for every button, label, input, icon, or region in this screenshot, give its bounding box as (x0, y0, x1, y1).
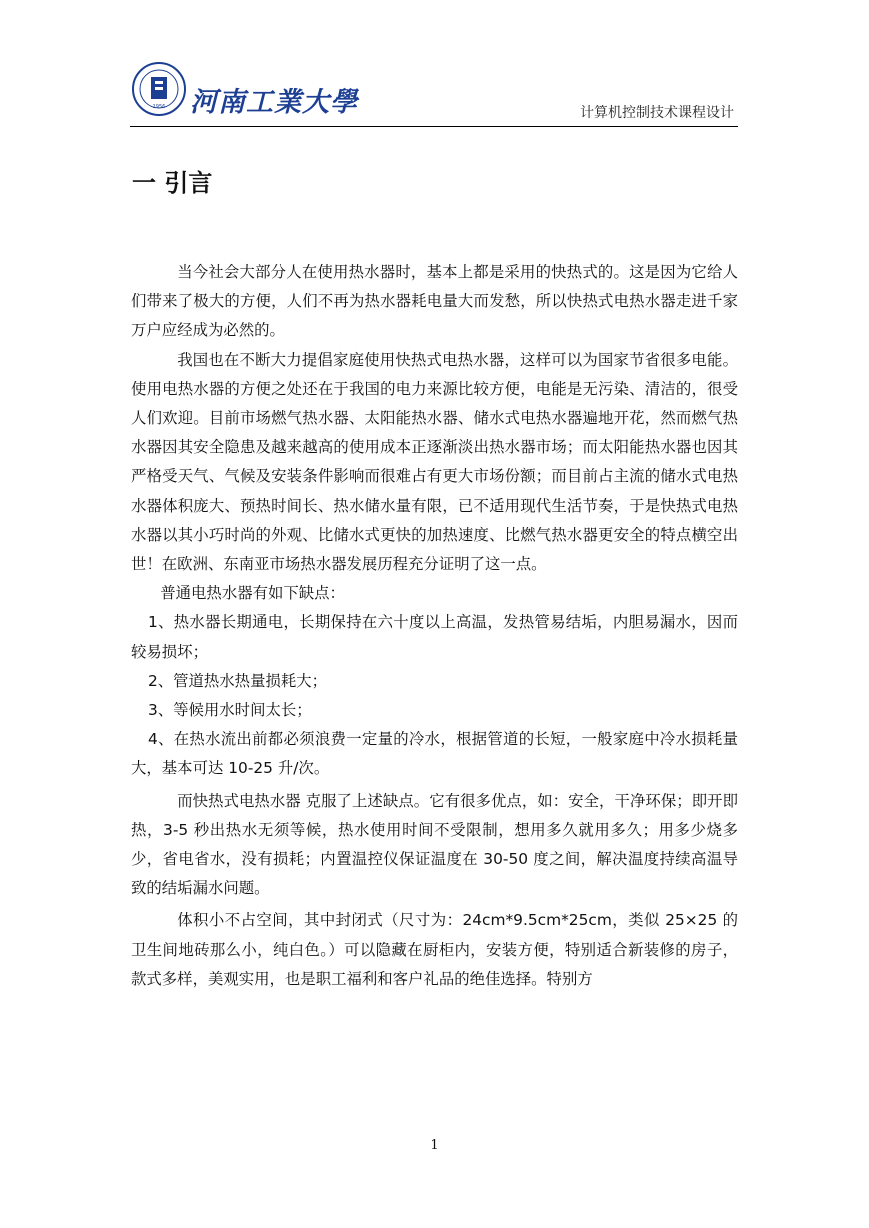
list-item: 4、在热水流出前都必须浪费一定量的冷水，根据管道的长短，一般家庭中冷水损耗量大，基本可达 10-25 升/次。 (131, 730, 738, 778)
section-heading: 一 引言 (132, 169, 213, 197)
university-seal-icon (132, 62, 186, 116)
paragraph: 而快热式电热水器 克服了上述缺点。它有很多优点，如：安全，干净环保；即开即热，3-5 秒出热水无须等候，热水使用时间不受限制，想用多久就用多久；用多少烧多少，省电省水，没有损耗；内置温控仪保证温度在 30-50 度之间，解决温度持续高温导致的结垢漏水问题。 (131, 791, 738, 898)
university-logo-text: 河南工業大學 (190, 87, 358, 118)
paragraph: 体积小不占空间，其中封闭式（尺寸为：24cm*9.5cm*25cm，类似 25×25 的卫生间地砖那么小，纯白色。）可以隐藏在厨柜内，安装方便，特别适合新装修的房子，款式多样，美观实用，也是职工福利和客户礼品的绝佳选择。特别方 (131, 911, 738, 988)
paragraph: 普通电热水器有如下缺点： (160, 584, 345, 603)
paragraph: 我国也在不断大力提倡家庭使用快热式电热水器，这样可以为国家节省很多电能。使用电热水器的方便之处还在于我国的电力来源比较方便，电能是无污染、清洁的，很受人们欢迎。目前市场燃气热水器、太阳能热水器、储水式电热水器遍地开花，然而燃气热水器因其安全隐患及越来越高的使用成本正逐渐淡出热水器市场；而太阳能热水器也因其严格受天气、气候及安装条件影响而很难占有更大市场份额；而目前占主流的储水式电热水器体积庞大、预热时间长、热水储水量有限，已不适用现代生活节奏，于是快热式电热水器以其小巧时尚的外观、比储水式更快的加热速度、比燃气热水器更安全的特点横空出世！在欧洲、东南亚市场热水器发展历程充分证明了这一点。 (131, 350, 738, 574)
list-item: 2、管道热水热量损耗大； (147, 671, 328, 690)
document-body (131, 258, 738, 994)
list-item: 1、热水器长期通电，长期保持在六十度以上高温，发热管易结垢，内胆易漏水，因而较易损坏； (131, 613, 738, 661)
course-title: 计算机控制技术课程设计 (580, 105, 734, 121)
list-item: 3、等候用水时间太长； (147, 701, 312, 720)
page-number: 1 (430, 1138, 439, 1153)
paragraph: 当今社会大部分人在使用热水器时，基本上都是采用的快热式的。这是因为它给人们带来了极大的方便，人们不再为热水器耗电量大而发愁，所以快热式电热水器走进千家万户应经成为必然的。 (131, 263, 738, 340)
page-header (130, 60, 738, 127)
svg-text:1956: 1956 (152, 104, 166, 110)
